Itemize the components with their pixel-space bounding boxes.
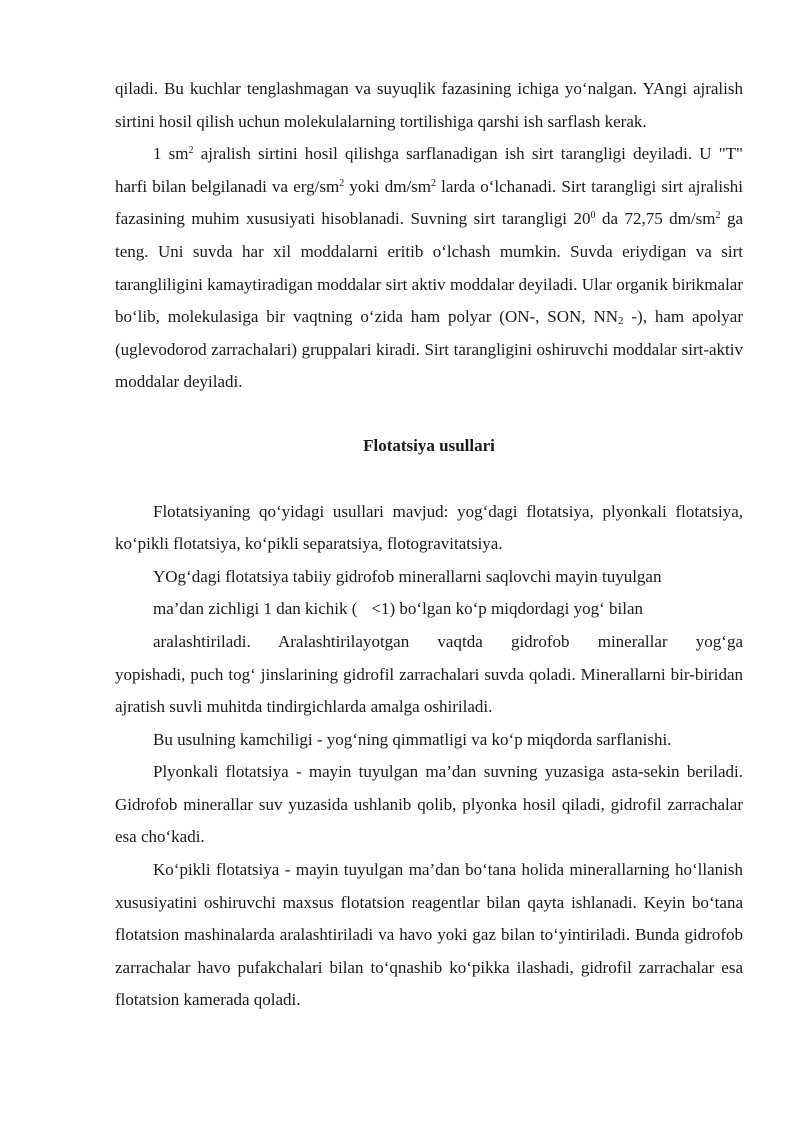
paragraph-film-flotation: Plyonkali flotatsiya - mayin tuyulgan ma’dan suvning yuzasiga asta-sekin beriladi. Gidrofob minerallar suv yuzasida ushlanib qolib, plyonka hosil qiladi, gidrofil zarrachalar esa cho‘kadi. [115,762,743,847]
paragraph-surface-tension: 1 $sm^2$ ajralish sirtini hosil qilishga sarflanadigan ish sirt tarangligi deyiladi. U "T" harfi bilan belgilanadi va erg/$sm^2$ yoki $dm/sm^2$ larda o‘lchanadi. Sirt tarangligi sirt ajralishi fazasining muhim xususiyati hisoblanadi. Suvning sirt tarangligi $20^0$ da 72,75 $dm/sm^2$ ga teng. Uni suvda har xil moddalarni eritib o‘lchash mumkin. Suvda eriydigan va sirt tarangliligini kamaytiradigan moddalar sirt aktiv moddalar deyiladi. Ular organik birikmalar bo‘lib, molekulasiga bir vaqtning o‘zida ham polyar (ON-, SON, $NN_2$ -), ham apolyar (uglevodorod zarrachalari) gruppalari kiradi. Sirt tarangligini oshiruvchi moddalar sirt-aktiv moddalar deyiladi. [115,144,744,392]
oil-flotation-line-1: YOg‘dagi flotatsiya tabiiy gidrofob minerallarni saqlovchi mayin tuyulgan [153,566,662,586]
paragraph-forces: qiladi. Bu kuchlar tenglashmagan va suyuqlik fazasining ichiga yo‘nalgan. YAngi ajralish sirtini hosil qilish uchun molekulalarning tortilishiga qarshi ish sarflash kerak. [115,79,743,131]
section-heading: Flotatsiya usullari [363,435,495,455]
paragraph-foam-flotation: Ko‘pikli flotatsiya - mayin tuyulgan ma’dan bo‘tana holida minerallarning ho‘llanish xususiyatini oshiruvchi maxsus flotatsion reagentlar bilan qayta ishlanadi. Keyin bo‘tana flotatsion mashinalarda aralashtiriladi va havo yoki gaz bilan to‘yintiriladi. Bunda gidrofob zarrachalar havo pufakchalari bilan to‘qnashib ko‘pikka ilashadi, gidrofil zarrachalar esa flotatsion kamerada qoladi. [115,860,743,1010]
paragraph-methods: Flotatsiyaning qo‘yidagi usullari mavjud: yog‘dagi flotatsiya, plyonkali flotatsiya, ko‘pikli flotatsiya, ko‘pikli separatsiya, flotogravitatsiya. [115,501,743,554]
oil-flotation-line-3: aralashtiriladi. Aralashtirilayotgan vaqtda gidrofob minerallar yog‘ga [153,631,743,651]
paragraph-drawback: Bu usulning kamchiligi - yog‘ning qimmatligi va ko‘p miqdorda sarflanishi. [153,729,672,749]
oil-flotation-rest: yopishadi, puch tog‘ jinslarining gidrofil zarrachalari suvda qoladi. Minerallarni bir-biridan ajratish suvli muhitda tindirgichlarda amalga oshiriladi. [115,664,743,717]
oil-flotation-line-2: ma’dan zichligi 1 dan kichik ( <1) bo‘lgan ko‘p miqdordagi yog‘ bilan [153,599,644,619]
